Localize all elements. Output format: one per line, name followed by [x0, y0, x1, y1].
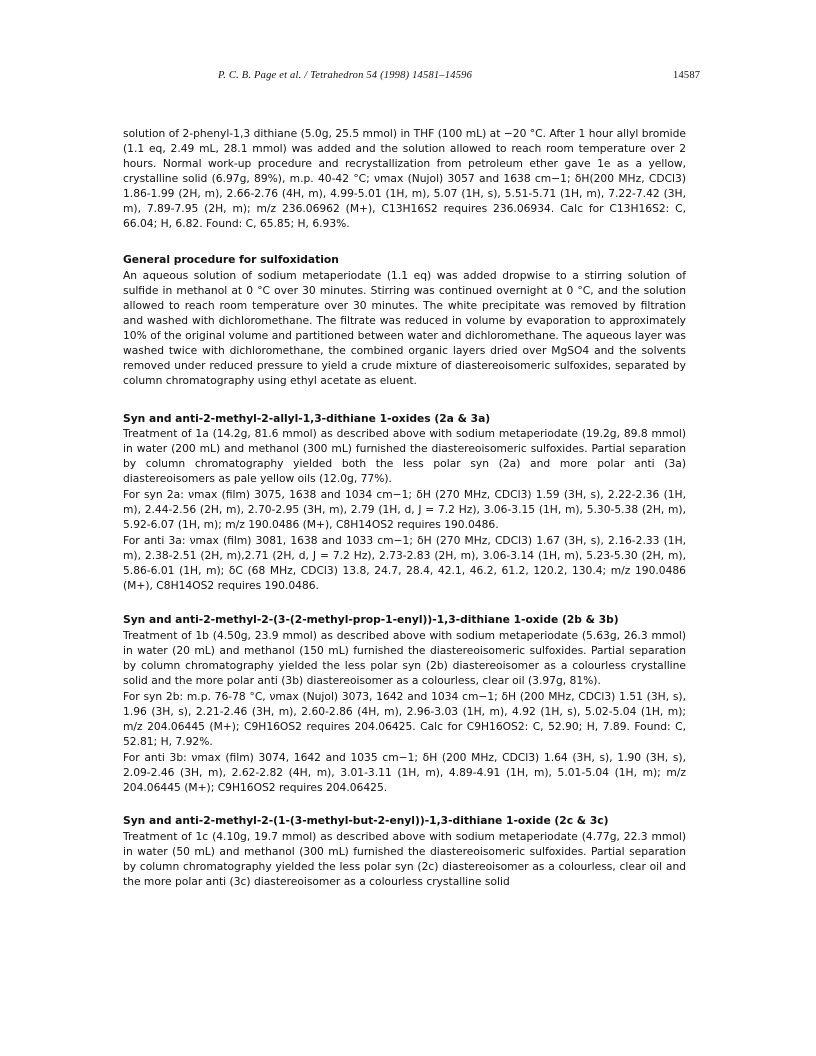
- heading-general-procedure: General procedure for sulfoxidation: [123, 253, 339, 266]
- running-header: [218, 70, 718, 81]
- paragraph-2a: Treatment of 1a (14.2g, 81.6 mmol) as described above with sodium metaperiodate (19.2g, 89.8 mmol) in water (200 mL) and methanol (300 mL) furnished the diastereoisomeric sulfoxides. Partial separation by column chromatography yielded both the less polar syn (2a) and more polar anti (3a) diastereoisomers as pale yellow oils (12.0g, 77%).: [123, 427, 686, 485]
- paragraph-2b: Treatment of 1b (4.50g, 23.9 mmol) as described above with sodium metaperiodate (5.63g, 26.3 mmol) in water (20 mL) and methanol (150 mL) furnished the diastereoisomeric sulfoxides. Partial separation by column chromatography yielded the less polar syn (2b) diastereoisomer as a colourless crystalline solid and the more polar anti (3b) diastereoisomer as a colourless, clear oil (3.97g, 81%).: [123, 629, 686, 687]
- paragraph-2a-syn-data: For syn 2a: νmax (film) 3075, 1638 and 1034 cm−1; δH (270 MHz, CDCl3) 1.59 (3H, s), 2.22-2.36 (1H, m), 2.44-2.56 (2H, m), 2.70-2.95 (3H, m), 2.79 (1H, d, J = 7.2 Hz), 3.06-3.15 (1H, m), 5.30-5.38 (2H, m), 5.92-6.07 (1H, m); m/z 190.0486 (M+), C8H14OS2 requires 190.0486.: [123, 488, 686, 531]
- paragraph-intro: solution of 2-phenyl-1,3 dithiane (5.0g, 25.5 mmol) in THF (100 mL) at −20 °C. After 1 hour allyl bromide (1.1 eq, 2.49 mL, 28.1 mmol) was added and the solution allowed to reach room temperature over 2 hours. Normal work-up procedure and recrystallization from petroleum ether gave 1e as a yellow, crystalline solid (6.97g, 89%), m.p. 40-42 °C; νmax (Nujol) 3057 and 1638 cm−1; δH(200 MHz, CDCl3) 1.86-1.99 (2H, m), 2.66-2.76 (4H, m), 4.99-5.01 (1H, m), 5.07 (1H, s), 5.51-5.71 (1H, m), 7.22-7.42 (3H, m), 7.89-7.95 (2H, m); m/z 236.06962 (M+), C13H16S2 requires 236.06934. Calc for C13H16S2: C, 66.04; H, 6.82. Found: C, 65.85; H, 6.93%.: [123, 127, 686, 230]
- heading-compound-2c: Syn and anti-2-methyl-2-(1-(3-methyl-but-2-enyl))-1,3-dithiane 1-oxide (2c & 3c): [123, 814, 609, 827]
- paragraph-3a-anti-data: For anti 3a: νmax (film) 3081, 1638 and 1033 cm−1; δH (270 MHz, CDCl3) 1.67 (3H, s), 2.16-2.33 (1H, m), 2.38-2.51 (2H, m),2.71 (2H, d, J = 7.2 Hz), 2.73-2.83 (2H, m), 3.06-3.14 (1H, m), 5.23-5.30 (2H, m), 5.86-6.01 (1H, m); δC (68 MHz, CDCl3) 13.8, 24.7, 28.4, 42.1, 46.2, 61.2, 120.2, 130.4; m/z 190.0486 (M+), C8H14OS2 requires 190.0486.: [123, 534, 686, 592]
- paragraph-2c: Treatment of 1c (4.10g, 19.7 mmol) as described above with sodium metaperiodate (4.77g, 22.3 mmol) in water (50 mL) and methanol (300 mL) furnished the diastereoisomeric sulfoxides. Partial separation by column chromatography yielded the less polar syn (2c) diastereoisomer as a colourless, clear oil and the more polar anti (3c) diastereoisomer as a colourless crystalline solid: [123, 830, 686, 888]
- paragraph-3b-anti-data: For anti 3b: νmax (film) 3074, 1642 and 1035 cm−1; δH (200 MHz, CDCl3) 1.64 (3H, s), 1.90 (3H, s), 2.09-2.46 (3H, m), 2.62-2.82 (4H, m), 3.01-3.11 (1H, m), 4.89-4.91 (1H, m), 5.01-5.04 (1H, m); m/z 204.06445 (M+); C9H16OS2 requires 204.06425.: [123, 751, 686, 794]
- page-number: 14587: [673, 70, 701, 81]
- running-title: P. C. B. Page et al. / Tetrahedron 54 (1998) 14581–14596: [218, 70, 473, 81]
- heading-compound-2b: Syn and anti-2-methyl-2-(3-(2-methyl-prop-1-enyl))-1,3-dithiane 1-oxide (2b & 3b): [123, 613, 619, 626]
- paragraph-general-procedure: An aqueous solution of sodium metaperiodate (1.1 eq) was added dropwise to a stirring solution of sulfide in methanol at 0 °C over 30 minutes. Stirring was continued overnight at 0 °C, and the solution allowed to reach room temperature over 30 minutes. The white precipitate was removed by filtration and washed with dichloromethane. The filtrate was reduced in volume by evaporation to approximately 10% of the original volume and partitioned between water and dichloromethane. The aqueous layer was washed twice with dichloromethane, the combined organic layers dried over MgSO4 and the solvents removed under reduced pressure to yield a crude mixture of diastereoisomeric sulfoxides, separated by column chromatography using ethyl acetate as eluent.: [123, 269, 686, 387]
- paragraph-2b-syn-data: For syn 2b: m.p. 76-78 °C, νmax (Nujol) 3073, 1642 and 1034 cm−1; δH (200 MHz, CDCl3) 1.51 (3H, s), 1.96 (3H, s), 2.21-2.46 (3H, m), 2.60-2.86 (4H, m), 2.96-3.03 (1H, m), 4.92 (1H, s), 5.02-5.04 (1H, m); m/z 204.06445 (M+); C9H16OS2 requires 204.06425. Calc for C9H16OS2: C, 52.90; H, 7.89. Found: C, 52.81; H, 7.92%.: [123, 690, 686, 748]
- heading-compound-2a: Syn and anti-2-methyl-2-allyl-1,3-dithiane 1-oxides (2a & 3a): [123, 412, 491, 425]
